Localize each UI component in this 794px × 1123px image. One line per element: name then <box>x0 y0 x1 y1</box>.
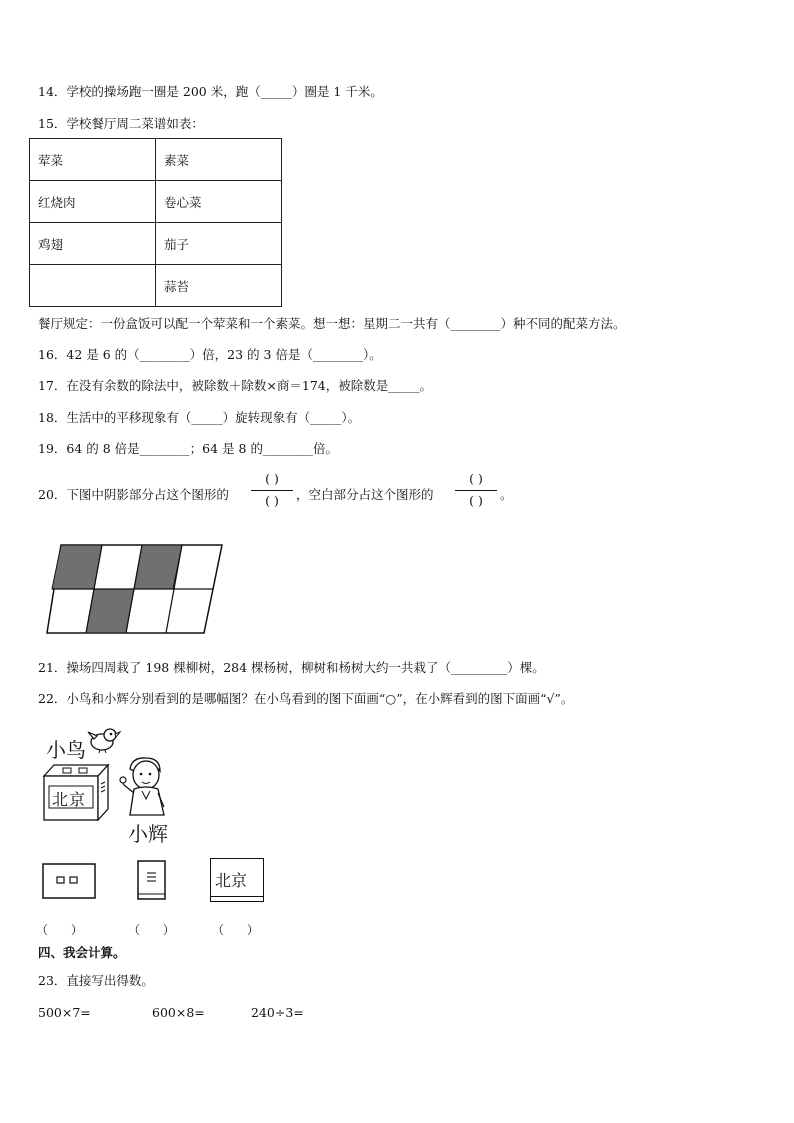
table-cell: 荤菜 <box>30 139 156 181</box>
option-front-view[interactable] <box>210 858 264 902</box>
parallelogram-figure <box>44 540 244 640</box>
question-15-title: 15．学校餐厅周二菜谱如表： <box>38 116 204 131</box>
section-4-heading: 四、我会计算。 <box>38 945 126 960</box>
fraction-shaded <box>251 471 293 510</box>
option-front-label: 北京 <box>215 871 248 890</box>
option-side-view[interactable] <box>135 858 169 906</box>
question-14: 14．学校的操场跑一圈是 200 米，跑（_____）圈是 1 千米。 <box>38 84 383 99</box>
menu-table <box>29 138 282 307</box>
question-20-part3: 。 <box>500 487 513 502</box>
calc-item-1: 500×7= <box>38 1005 91 1020</box>
fraction-blank <box>455 471 497 510</box>
question-22: 22．小鸟和小辉分别看到的是哪幅图？在小鸟看到的图下面画“○”，在小辉看到的图下面画“√”。 <box>38 691 574 706</box>
answer-blank-1[interactable]: （ ） <box>36 923 83 937</box>
boy-label: 小辉 <box>128 822 168 846</box>
calc-item-2: 600×8= <box>152 1005 205 1020</box>
question-16: 16．42 是 6 的（________）倍，23 的 3 倍是（________）。 <box>38 347 382 362</box>
table-cell: 卷心菜 <box>156 181 282 223</box>
table-cell: 素菜 <box>156 139 282 181</box>
question-20-part1: 20．下图中阴影部分占这个图形的 <box>38 487 229 502</box>
question-20-part2: ，空白部分占这个图形的 <box>296 487 434 502</box>
table-cell: 红烧肉 <box>30 181 156 223</box>
question-15-note: 餐厅规定：一份盒饭可以配一个荤菜和一个素菜。想一想：星期二一共有（________）种不同的配菜方法。 <box>38 316 626 331</box>
table-row <box>30 139 282 181</box>
fraction-numerator: ( ) <box>251 471 293 491</box>
table-cell <box>30 265 156 307</box>
bird-label: 小鸟 <box>46 738 86 762</box>
question-17: 17．在没有余数的除法中，被除数＋除数×商＝174，被除数是_____。 <box>38 378 432 393</box>
question-18: 18．生活中的平移现象有（_____）旋转现象有（_____）。 <box>38 410 361 425</box>
fraction-denominator: ( ) <box>469 493 483 508</box>
answer-blank-3[interactable]: （ ） <box>212 923 259 937</box>
table-cell: 鸡翅 <box>30 223 156 265</box>
fraction-numerator: ( ) <box>455 471 497 491</box>
table-row <box>30 223 282 265</box>
table-row <box>30 265 282 307</box>
question-19: 19．64 的 8 倍是________；64 是 8 的________倍。 <box>38 441 338 456</box>
table-row <box>30 181 282 223</box>
question-23-title: 23．直接写出得数。 <box>38 973 154 988</box>
question-21: 21．操场四周栽了 198 棵柳树，284 棵杨树，柳树和杨树大约一共栽了（_________）棵。 <box>38 660 545 675</box>
option-top-view[interactable] <box>40 861 98 903</box>
answer-blank-2[interactable]: （ ） <box>128 923 175 937</box>
bird-icon <box>86 724 122 754</box>
table-cell: 茄子 <box>156 223 282 265</box>
boy-icon <box>118 755 174 817</box>
table-cell: 蒜苔 <box>156 265 282 307</box>
box-label: 北京 <box>52 790 87 809</box>
calc-item-3: 240÷3= <box>251 1005 304 1020</box>
fraction-denominator: ( ) <box>265 493 279 508</box>
